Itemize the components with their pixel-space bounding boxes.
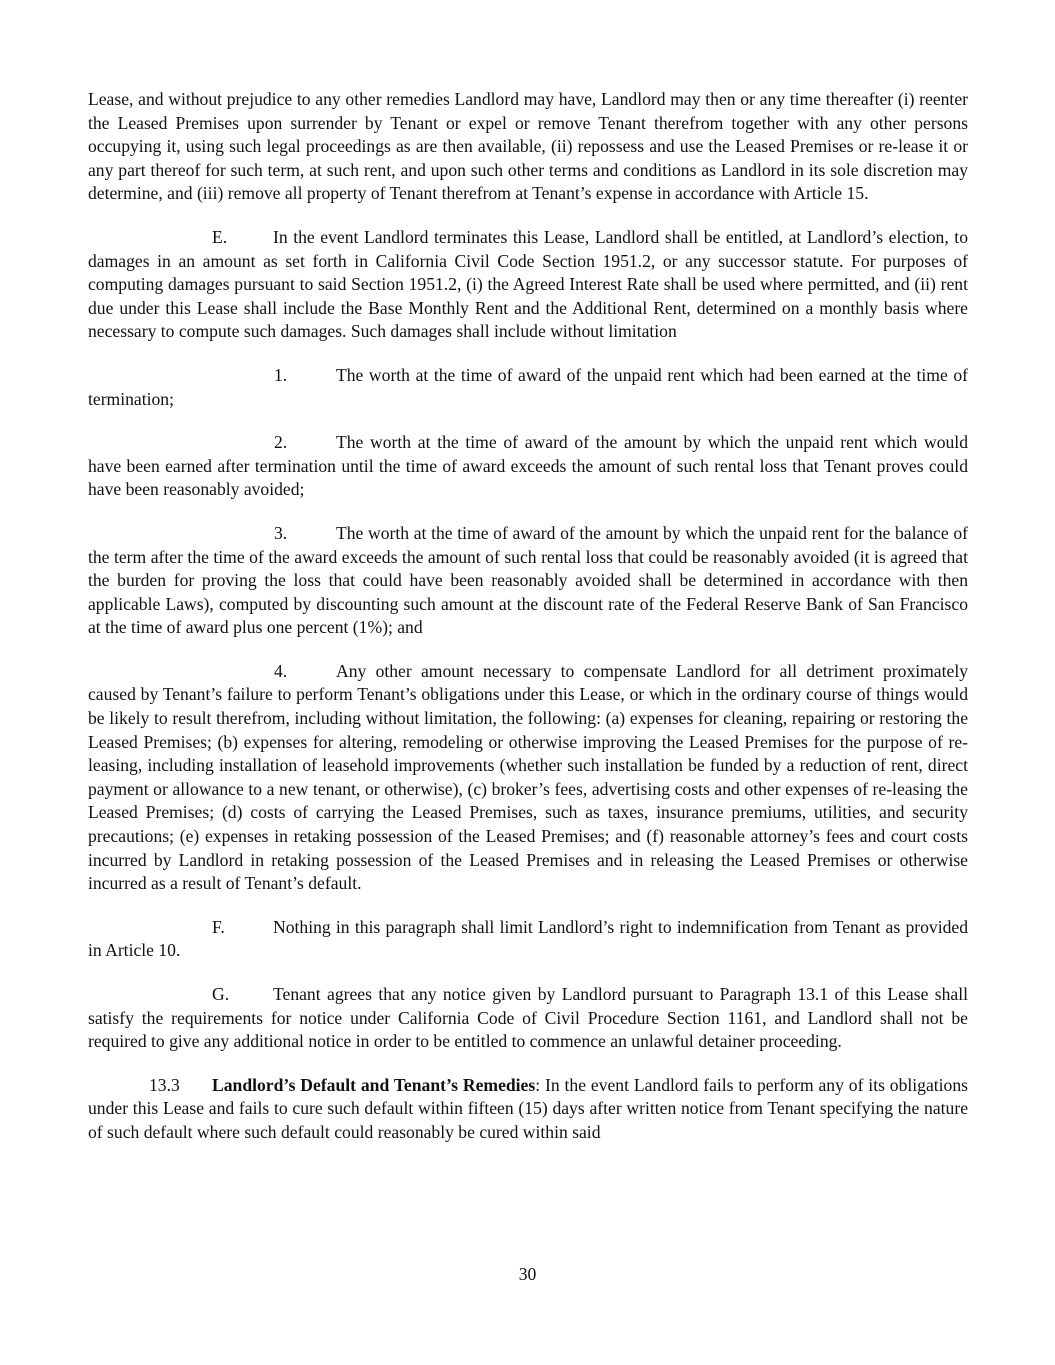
paragraph-label: E. [212,226,228,247]
paragraph-label: 3. [274,522,288,543]
paragraph-label: 1. [274,364,288,385]
paragraph-text: The worth at the time of award of the unpaid rent which had been earned at the time of termination; [88,364,968,409]
paragraph-label: F. [212,916,225,937]
paragraph-text: The worth at the time of award of the amount by which the unpaid rent which would have been earned after termination until the time of award exceeds the amount of such rental loss that Tenant proves could have been reasonably avoided; [88,432,968,500]
paragraph-text: In the event Landlord terminates this Lease, Landlord shall be entitled, at Landlord’s election, to damages in an amount as set forth in California Civil Code Section 1951.2, or any successor statute. For purposes of computing damages pursuant to said Section 1951.2, (i) the Agreed Interest Rate shall be used where permitted, and (ii) rent due under this Lease shall include the Base Monthly Rent and the Additional Rent, determined on a monthly basis where necessary to compute such damages. Such damages shall include without limitation [88,226,968,342]
paragraph-text: Any other amount necessary to compensate Landlord for all detriment proximately caused by Tenant’s failure to perform Tenant’s obligations under this Lease, or which in the ordinary course of things would be likely to result therefrom, including without limitation, the following: (a) expenses for cleaning, repairing or restoring the Leased Premises; (b) expenses for altering, remodeling or otherwise improving the Leased Premises for the purpose of re-leasing, including installation of leasehold improvements (whether such installation be funded by a reduction of rent, direct payment or allowance to a new tenant, or otherwise), (c) broker’s fees, advertising costs and other expenses of re-leasing the Leased Premises; (d) costs of carrying the Leased Premises, such as taxes, insurance premiums, utilities, and security precautions; (e) expenses in retaking possession of the Leased Premises; and (f) reasonable attorney’s fees and court costs incurred by Landlord in retaking possession of the Leased Premises and in releasing the Leased Premises or otherwise incurred as a result of Tenant’s default. [88,660,968,894]
paragraph-e-2 [88,431,968,502]
paragraph-label: 4. [274,660,288,681]
paragraph-f [88,916,968,963]
paragraph-text: Nothing in this paragraph shall limit Landlord’s right to indemnification from Tenant as provided in Article 10. [88,916,968,961]
paragraph-text: The worth at the time of award of the amount by which the unpaid rent for the balance of the term after the time of the award exceeds the amount of such rental loss that could be reasonably avoided (it is agreed that the burden for proving the loss that could have been reasonably avoided shall be determined in accordance with then applicable Laws), computed by discounting such amount at the discount rate of the Federal Reserve Bank of San Francisco at the time of award plus one percent (1%); and [88,522,968,638]
paragraph-e [88,226,968,344]
paragraph-e-4 [88,660,968,896]
section-number: 13.3 [149,1074,180,1095]
paragraph-text: Lease, and without prejudice to any other remedies Landlord may have, Landlord may then or any time thereafter (i) reenter the Leased Premises upon surrender by Tenant or expel or remove Tenant therefrom together with any other persons occupying it, using such legal proceedings as are then available, (ii) repossess and use the Leased Premises or re-lease it or any part thereof for such term, at such rent, and upon such other terms and conditions as Landlord in its sole discretion may determine, and (iii) remove all property of Tenant therefrom at Tenant’s expense in accordance with Article 15. [88,89,968,204]
paragraph-continuation [88,88,968,206]
paragraph-label: G. [212,984,230,1004]
section-13-3 [88,1074,968,1145]
paragraph-e-1 [88,364,968,411]
paragraph-g [88,983,968,1054]
paragraph-label: 2. [274,432,288,453]
paragraph-text: : In the event Landlord fails to perform any of its obligations under this Lease and fails to cure such default within fifteen (15) days after written notice from Tenant specifying the nature of such default where such default could reasonably be cured within said [88,1074,969,1142]
document-page [88,88,968,1165]
page-number: 30 [518,1264,537,1284]
section-heading: Landlord’s Default and Tenant’s Remedies [212,1074,536,1095]
paragraph-e-3 [88,522,968,640]
paragraph-text: Tenant agrees that any notice given by Landlord pursuant to Paragraph 13.1 of this Lease shall satisfy the requirements for notice under California Code of Civil Procedure Section 1161, and Landlord shall not be required to give any additional notice in order to be entitled to commence an unlawful detainer proceeding. [88,984,968,1052]
